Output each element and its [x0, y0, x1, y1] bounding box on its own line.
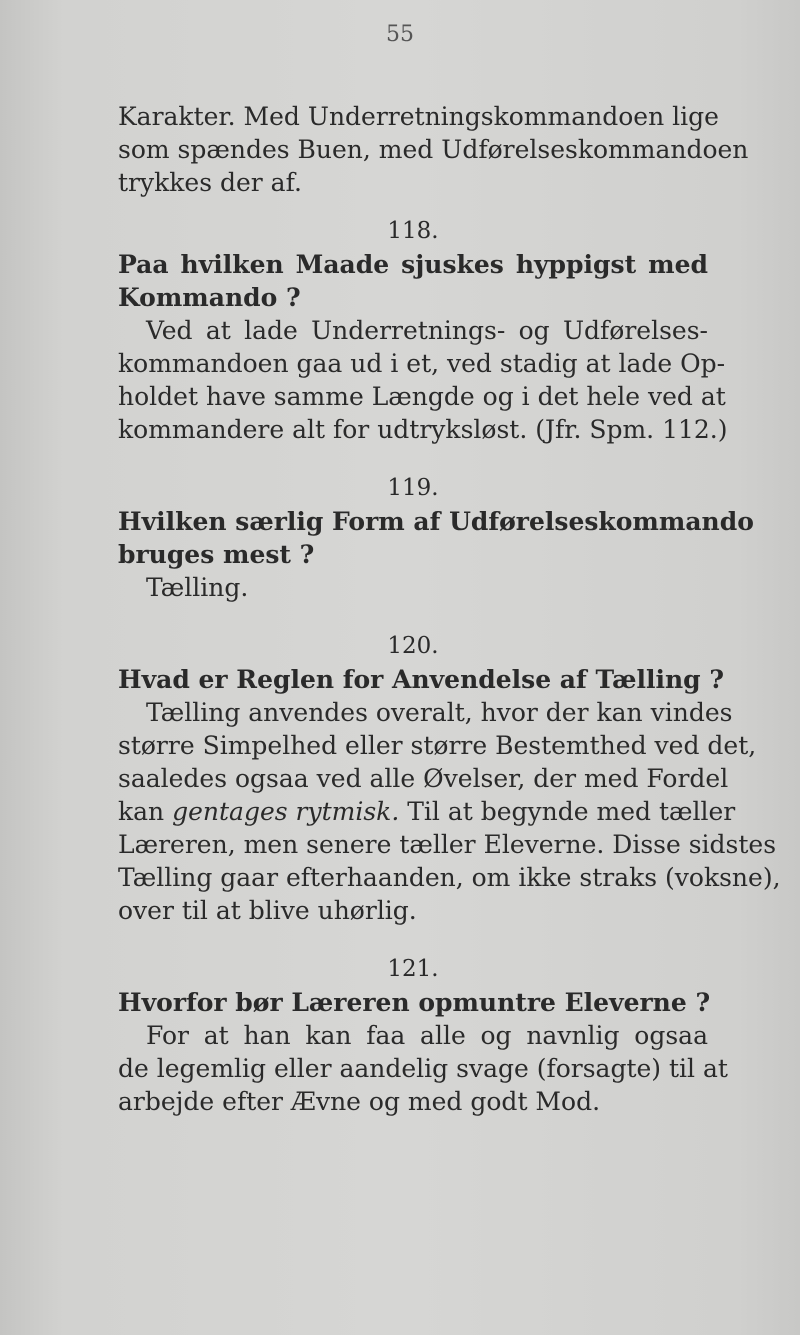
answer-text: kan	[118, 797, 173, 826]
answer-line: Tælling anvendes overalt, hvor der kan vindes	[146, 698, 733, 727]
question-number: 119.	[387, 475, 439, 501]
answer-line: arbejde efter Ævne og med godt Mod.	[118, 1087, 601, 1116]
emphasis-text: gentages rytmisk.	[172, 797, 400, 826]
answer-line: Læreren, men senere tæller Eleverne. Disse sidstes	[118, 830, 777, 859]
question-line: Kommando ?	[118, 283, 301, 312]
answer-line: saaledes ogsaa ved alle Øvelser, der med Fordel	[118, 764, 729, 793]
page-number: 55	[386, 22, 414, 47]
answer-line: Tælling gaar efterhaanden, om ikke straks (voksne),	[118, 863, 781, 892]
answer-line: Ved at lade Underretnings- og Udførelses-	[146, 316, 708, 345]
question-line: Hvilken særlig Form af Udførelseskommando	[118, 507, 754, 536]
text-line: som spændes Buen, med Udførelseskommandoen	[118, 135, 749, 164]
question-line: Hvorfor bør Læreren opmuntre Eleverne ?	[118, 988, 711, 1017]
text-line: Karakter. Med Underretningskommandoen lige	[118, 102, 719, 131]
question-number: 120.	[387, 633, 439, 659]
question-line: Paa hvilken Maade sjuskes hyppigst med	[118, 250, 708, 279]
text-line: trykkes der af.	[118, 168, 302, 197]
question-number: 121.	[387, 956, 439, 982]
answer-line: kommandere alt for udtryksløst. (Jfr. Spm. 112.)	[118, 415, 728, 444]
answer-line: de legemlig eller aandelig svage (forsagte) til at	[118, 1054, 728, 1083]
answer-line: kommandoen gaa ud i et, ved stadig at lade Op-	[118, 349, 726, 378]
question-line: Hvad er Reglen for Anvendelse af Tælling ?	[118, 665, 725, 694]
answer-line: over til at blive uhørlig.	[118, 896, 417, 925]
page-body	[118, 100, 781, 1118]
question-number: 118.	[387, 218, 439, 244]
answer-text: Til at begynde med tæller	[399, 797, 736, 826]
question-line: bruges mest ?	[118, 540, 315, 569]
answer-line: holdet have samme Længde og i det hele ved at	[118, 382, 726, 411]
answer-line: Tælling.	[146, 573, 249, 602]
answer-line-with-emphasis	[118, 795, 736, 828]
answer-line: For at han kan faa alle og navnlig ogsaa	[146, 1021, 708, 1050]
answer-line: større Simpelhed eller større Bestemthed ved det,	[118, 731, 757, 760]
